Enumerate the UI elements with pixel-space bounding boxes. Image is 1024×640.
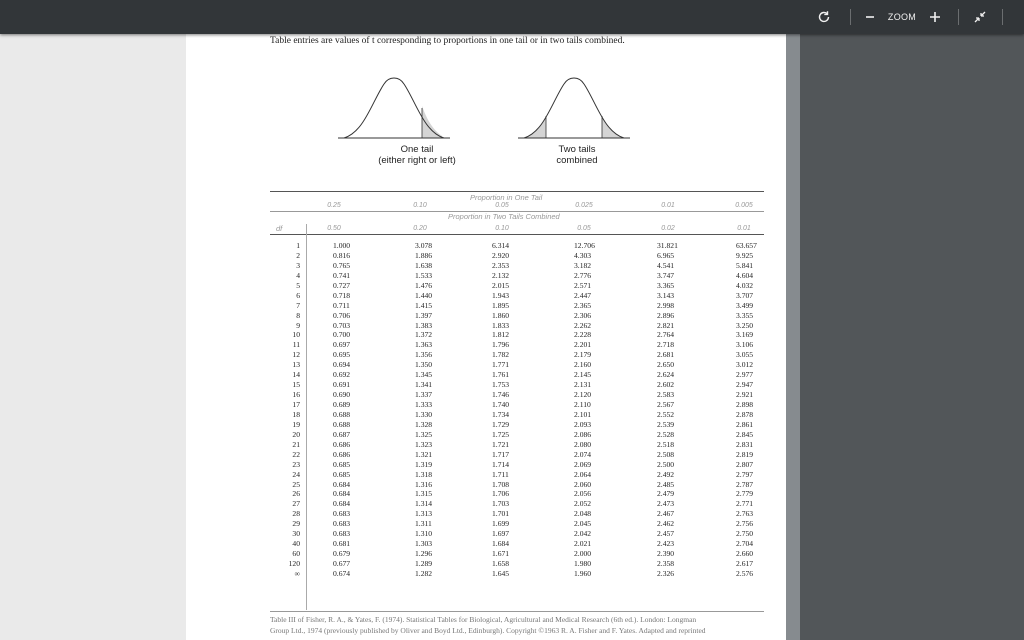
rotate-icon[interactable] <box>812 0 836 34</box>
df-cell: 60 <box>292 549 300 559</box>
df-cell: 17 <box>292 400 300 409</box>
value-column <box>333 241 350 579</box>
footnote-line-2: Group Ltd., 1974 (previously published by Oliver and Boyd Ltd., Edinburgh). Copyright ©1963 R. A. Fisher and F. Yates. Adapted and reprinted <box>270 626 706 635</box>
table-cell: 2.896 <box>657 310 675 320</box>
table-cell: 1.310 <box>415 529 433 539</box>
table-cell: 2.845 <box>736 429 754 439</box>
table-cell: 0.711 <box>333 300 350 310</box>
table-cell: 1.476 <box>415 280 433 290</box>
df-cell: 26 <box>292 489 300 499</box>
table-cell: 5.841 <box>736 260 754 270</box>
table-cell: 1.833 <box>492 320 510 330</box>
table-cell: 0.683 <box>333 519 351 529</box>
table-cell: 2.650 <box>657 360 675 370</box>
zoom-out-icon[interactable] <box>862 0 878 34</box>
df-cell: 2 <box>296 250 300 260</box>
table-cell: 2.045 <box>574 519 592 529</box>
one-tail-label-line-1: One tail <box>400 144 434 155</box>
table-cell: 2.110 <box>574 400 591 409</box>
table-cell: 2.819 <box>736 449 754 459</box>
table-cell: 2.447 <box>574 290 592 300</box>
one-tail-header: 0.10 <box>413 202 427 209</box>
table-cell: 1.729 <box>492 419 510 429</box>
table-cell: 2.048 <box>574 509 592 519</box>
one-tail-header: 0.05 <box>495 202 509 209</box>
table-cell: 1.440 <box>415 290 433 300</box>
table-cell: 2.179 <box>574 350 592 360</box>
table-cell: 0.694 <box>333 360 351 370</box>
table-cell: 1.356 <box>415 350 433 360</box>
df-cell: 40 <box>292 539 300 549</box>
table-cell: 2.681 <box>657 350 675 360</box>
table-cell: 1.415 <box>415 300 433 310</box>
table-cell: 0.706 <box>333 310 351 320</box>
table-cell: 1.314 <box>415 499 433 509</box>
df-cell: 5 <box>296 280 300 290</box>
toolbar-separator <box>850 9 851 25</box>
table-cell: 2.921 <box>736 390 754 400</box>
value-column <box>657 241 678 579</box>
table-cell: 0.741 <box>333 270 351 280</box>
table-cell: 0.703 <box>333 320 351 330</box>
table-cell: 1.316 <box>415 479 433 489</box>
table-cell: 1.796 <box>492 340 510 350</box>
table-cell: 1.323 <box>415 439 433 449</box>
document-page <box>186 34 798 640</box>
table-caption: Table entries are values of t corresponding to proportions in one tail or in two tails combined. <box>270 36 625 46</box>
table-cell: 2.552 <box>657 409 675 419</box>
table-cell: 3.707 <box>736 290 754 300</box>
two-tails-label-line-2: combined <box>556 155 598 166</box>
df-cell: 27 <box>292 499 300 509</box>
table-cell: 1.703 <box>492 499 510 509</box>
table-cell: 2.473 <box>657 499 675 509</box>
table-cell: 1.333 <box>415 400 433 409</box>
table-cell: 1.697 <box>492 529 510 539</box>
table-cell: 1.397 <box>415 310 433 320</box>
table-cell: 1.000 <box>333 241 351 250</box>
df-cell: 4 <box>296 270 300 280</box>
table-cell: 2.776 <box>574 270 592 280</box>
table-cell: 0.683 <box>333 529 351 539</box>
table-cell: 2.571 <box>574 280 592 290</box>
table-cell: 2.390 <box>657 549 675 559</box>
table-cell: 1.812 <box>492 330 510 340</box>
one-tail-label <box>362 144 472 166</box>
table-cell: 1.701 <box>492 509 510 519</box>
two-tails-label <box>522 144 632 166</box>
table-cell: 2.660 <box>736 549 754 559</box>
table-cell: 2.500 <box>657 459 675 469</box>
table-cell: 0.686 <box>333 439 351 449</box>
table-cell: 0.685 <box>333 459 351 469</box>
df-cell: 11 <box>292 340 300 350</box>
df-column-divider <box>306 224 307 610</box>
df-cell: 10 <box>292 330 300 340</box>
table-cell: 1.753 <box>492 380 510 390</box>
one-tail-header: 0.025 <box>575 202 593 209</box>
table-cell: 2.064 <box>574 469 592 479</box>
table-cell: 1.980 <box>574 559 592 568</box>
two-tail-header: 0.10 <box>495 225 509 232</box>
table-cell: 2.756 <box>736 519 754 529</box>
table-cell: 2.771 <box>736 499 754 509</box>
table-cell: 2.508 <box>657 449 675 459</box>
table-cell: 1.782 <box>492 350 510 360</box>
table-cell: 2.069 <box>574 459 592 469</box>
footnote-line-1: Table III of Fisher, R. A., & Yates, F. (1974). Statistical Tables for Biological, Agricultural and Medical Research (6th ed.). London: Longman <box>270 615 697 624</box>
table-cell: 0.690 <box>333 390 351 400</box>
table-cell: 0.688 <box>333 409 351 419</box>
table-cell: 2.920 <box>492 250 510 260</box>
table-cell: 2.567 <box>657 400 675 409</box>
table-cell: 1.746 <box>492 390 510 400</box>
table-cell: 3.747 <box>657 270 675 280</box>
table-cell: 2.898 <box>736 400 754 409</box>
table-cell: 2.262 <box>574 320 592 330</box>
table-cell: 1.721 <box>492 439 510 449</box>
table-cell: 1.658 <box>492 559 510 568</box>
df-column <box>270 241 300 579</box>
toolbar-separator <box>1002 9 1003 25</box>
table-cell: 1.943 <box>492 290 510 300</box>
table-cell: 1.711 <box>492 469 509 479</box>
table-cell: 4.541 <box>657 260 675 270</box>
pdf-toolbar <box>0 0 1024 34</box>
one-tail-title: Proportion in One Tail <box>470 193 543 202</box>
table-cell: 3.365 <box>657 280 675 290</box>
table-cell: 1.321 <box>415 449 433 459</box>
table-cell: 1.372 <box>415 330 433 340</box>
df-cell: 29 <box>292 519 300 529</box>
viewer-background <box>800 34 1024 640</box>
table-cell: 2.492 <box>657 469 675 479</box>
table-cell: 2.764 <box>657 330 675 340</box>
table-cell: 3.182 <box>574 260 592 270</box>
table-cell: 1.303 <box>415 539 433 549</box>
table-cell: 1.330 <box>415 409 433 419</box>
table-cell: 2.831 <box>736 439 754 449</box>
table-cell: 0.677 <box>333 559 351 568</box>
table-cell: 0.816 <box>333 250 351 260</box>
table-cell: 0.674 <box>333 568 351 578</box>
table-cell: 1.311 <box>415 519 432 529</box>
table-cell: 2.086 <box>574 429 592 439</box>
table-bottom-rule <box>270 611 764 612</box>
table-cell: 2.042 <box>574 529 592 539</box>
table-cell: 2.947 <box>736 380 754 390</box>
table-cell: 4.303 <box>574 250 592 260</box>
one-tail-header: 0.005 <box>735 202 753 209</box>
df-cell: 24 <box>292 469 300 479</box>
table-cell: 9.925 <box>736 250 754 260</box>
two-tails-label-line-1: Two tails <box>558 144 596 155</box>
table-cell: 1.886 <box>415 250 433 260</box>
two-tail-header: 0.50 <box>327 225 341 232</box>
df-cell: 7 <box>296 300 300 310</box>
table-cell: 2.583 <box>657 390 675 400</box>
table-cell: 2.132 <box>492 270 510 280</box>
zoom-in-icon[interactable] <box>926 0 944 34</box>
table-cell: 2.602 <box>657 380 675 390</box>
table-cell: 1.282 <box>415 568 433 578</box>
table-cell: 2.358 <box>657 559 675 568</box>
table-cell: 1.328 <box>415 419 433 429</box>
table-cell: 2.228 <box>574 330 592 340</box>
value-column <box>415 241 432 579</box>
table-cell: 2.457 <box>657 529 675 539</box>
table-cell: 1.350 <box>415 360 433 370</box>
table-cell: 1.771 <box>492 360 510 370</box>
df-cell: 18 <box>292 409 300 419</box>
table-cell: 0.718 <box>333 290 351 300</box>
table-cell: 3.143 <box>657 290 675 300</box>
table-cell: 0.684 <box>333 499 351 509</box>
table-cell: 2.160 <box>574 360 592 370</box>
table-cell: 0.765 <box>333 260 351 270</box>
table-cell: 4.604 <box>736 270 754 280</box>
table-cell: 0.695 <box>333 350 351 360</box>
table-cell: 2.000 <box>574 549 592 559</box>
table-cell: 2.485 <box>657 479 675 489</box>
table-cell: 31.821 <box>657 241 678 250</box>
df-cell: 30 <box>292 529 300 539</box>
table-cell: 2.763 <box>736 509 754 519</box>
table-top-rule <box>270 191 764 192</box>
table-cell: 2.998 <box>657 300 675 310</box>
table-cell: 2.052 <box>574 499 592 509</box>
table-cell: 2.101 <box>574 409 592 419</box>
one-tail-header: 0.25 <box>327 202 341 209</box>
table-cell: 3.355 <box>736 310 754 320</box>
table-cell: 2.576 <box>736 568 754 578</box>
table-cell: 1.315 <box>415 489 433 499</box>
table-cell: 2.201 <box>574 340 592 350</box>
table-cell: 1.337 <box>415 390 433 400</box>
table-cell: 2.080 <box>574 439 592 449</box>
table-cell: 2.131 <box>574 380 592 390</box>
table-cell: 2.015 <box>492 280 510 290</box>
table-cell: 0.692 <box>333 370 351 380</box>
df-cell: 19 <box>292 419 300 429</box>
table-cell: 2.326 <box>657 568 675 578</box>
table-cell: 1.708 <box>492 479 510 489</box>
table-cell: 6.965 <box>657 250 675 260</box>
table-cell: 0.691 <box>333 380 351 390</box>
table-cell: 1.318 <box>415 469 433 479</box>
table-cell: 1.740 <box>492 400 510 409</box>
df-cell: 20 <box>292 429 300 439</box>
table-cell: 2.624 <box>657 370 675 380</box>
table-cell: 12.706 <box>574 241 595 250</box>
table-footnote <box>270 614 770 636</box>
table-cell: 1.319 <box>415 459 433 469</box>
table-cell: 63.657 <box>736 241 757 250</box>
table-cell: 2.977 <box>736 370 754 380</box>
df-cell: 15 <box>292 380 300 390</box>
table-cell: 0.685 <box>333 469 351 479</box>
table-cell: 3.055 <box>736 350 754 360</box>
df-cell: 9 <box>296 320 300 330</box>
table-cell: 2.750 <box>736 529 754 539</box>
table-cell: 2.861 <box>736 419 754 429</box>
df-cell: 16 <box>292 390 300 400</box>
table-cell: 1.706 <box>492 489 510 499</box>
t-distribution-table <box>270 191 764 612</box>
table-cell: 2.021 <box>574 539 592 549</box>
table-cell: 3.106 <box>736 340 754 350</box>
fit-page-icon[interactable] <box>968 0 992 34</box>
table-cell: 1.289 <box>415 559 433 568</box>
table-cell: 2.779 <box>736 489 754 499</box>
table-cell: 2.807 <box>736 459 754 469</box>
table-cell: 0.687 <box>333 429 351 439</box>
table-cell: 2.056 <box>574 489 592 499</box>
table-cell: 1.761 <box>492 370 510 380</box>
df-cell: 28 <box>292 509 300 519</box>
df-cell: 120 <box>288 559 300 568</box>
one-tail-header: 0.01 <box>661 202 675 209</box>
table-cell: 2.518 <box>657 439 675 449</box>
table-cell: 1.341 <box>415 380 433 390</box>
df-header: df <box>276 224 283 233</box>
table-cell: 1.699 <box>492 519 510 529</box>
table-cell: 2.462 <box>657 519 675 529</box>
table-cell: 2.617 <box>736 559 754 568</box>
table-cell: 0.684 <box>333 489 351 499</box>
table-cell: 0.681 <box>333 539 351 549</box>
table-cell: 1.734 <box>492 409 510 419</box>
two-tail-header: 0.20 <box>413 225 427 232</box>
two-tail-title: Proportion in Two Tails Combined <box>448 212 560 221</box>
df-cell: 12 <box>292 350 300 360</box>
df-cell: 14 <box>292 370 300 380</box>
table-cell: 3.169 <box>736 330 754 340</box>
table-cell: 1.296 <box>415 549 433 559</box>
df-cell: 23 <box>292 459 300 469</box>
df-cell: 8 <box>296 310 300 320</box>
table-cell: 2.479 <box>657 489 675 499</box>
one-tail-curve <box>334 72 454 140</box>
df-cell: 13 <box>292 360 300 370</box>
table-cell: 2.821 <box>657 320 675 330</box>
table-cell: 0.679 <box>333 549 351 559</box>
df-cell: 1 <box>296 241 300 250</box>
table-cell: 1.895 <box>492 300 510 310</box>
header-bottom-rule <box>270 234 764 235</box>
value-column <box>736 241 757 579</box>
table-cell: 2.060 <box>574 479 592 489</box>
table-cell: 2.787 <box>736 479 754 489</box>
table-cell: 1.383 <box>415 320 433 330</box>
table-cell: 1.714 <box>492 459 510 469</box>
value-column <box>574 241 595 579</box>
table-cell: 1.638 <box>415 260 433 270</box>
table-cell: 2.074 <box>574 449 592 459</box>
df-cell: 22 <box>292 449 300 459</box>
table-cell: 3.012 <box>736 360 754 370</box>
table-cell: 1.960 <box>574 568 592 578</box>
table-cell: 2.306 <box>574 310 592 320</box>
table-cell: 6.314 <box>492 241 510 250</box>
one-tail-label-line-2: (either right or left) <box>378 155 456 166</box>
table-cell: 0.700 <box>333 330 351 340</box>
table-cell: 2.365 <box>574 300 592 310</box>
table-cell: 1.363 <box>415 340 433 350</box>
table-cell: 2.093 <box>574 419 592 429</box>
table-cell: 1.345 <box>415 370 433 380</box>
table-cell: 1.671 <box>492 549 510 559</box>
vertical-scrollbar[interactable] <box>786 34 800 640</box>
two-tail-header: 0.02 <box>661 225 675 232</box>
table-cell: 0.683 <box>333 509 351 519</box>
two-tails-curve <box>514 72 634 140</box>
df-cell: 25 <box>292 479 300 489</box>
table-cell: 3.078 <box>415 241 433 250</box>
table-cell: 2.704 <box>736 539 754 549</box>
toolbar-separator <box>958 9 959 25</box>
table-cell: 2.467 <box>657 509 675 519</box>
table-cell: 2.539 <box>657 419 675 429</box>
table-cell: 1.684 <box>492 539 510 549</box>
two-tail-header: 0.05 <box>577 225 591 232</box>
df-cell: 21 <box>292 439 300 449</box>
table-cell: 2.145 <box>574 370 592 380</box>
zoom-label: ZOOM <box>887 12 917 22</box>
table-cell: 0.727 <box>333 280 351 290</box>
df-cell: 3 <box>296 260 300 270</box>
table-cell: 1.717 <box>492 449 510 459</box>
table-cell: 2.423 <box>657 539 675 549</box>
df-cell: 6 <box>296 290 300 300</box>
two-tail-header: 0.01 <box>737 225 751 232</box>
table-cell: 2.878 <box>736 409 754 419</box>
table-cell: 1.313 <box>415 509 433 519</box>
table-cell: 1.725 <box>492 429 510 439</box>
df-cell: ∞ <box>294 568 300 578</box>
table-cell: 1.533 <box>415 270 433 280</box>
table-cell: 2.120 <box>574 390 592 400</box>
document-viewer <box>0 34 1024 640</box>
table-cell: 0.689 <box>333 400 351 409</box>
table-cell: 0.684 <box>333 479 351 489</box>
table-cell: 0.686 <box>333 449 351 459</box>
table-cell: 1.325 <box>415 429 433 439</box>
table-cell: 3.250 <box>736 320 754 330</box>
value-column <box>492 241 509 579</box>
table-cell: 3.499 <box>736 300 754 310</box>
table-cell: 1.645 <box>492 568 510 578</box>
table-cell: 2.353 <box>492 260 510 270</box>
table-cell: 0.688 <box>333 419 351 429</box>
table-cell: 2.528 <box>657 429 675 439</box>
table-cell: 1.860 <box>492 310 510 320</box>
table-cell: 2.718 <box>657 340 675 350</box>
table-cell: 4.032 <box>736 280 754 290</box>
table-cell: 2.797 <box>736 469 754 479</box>
table-cell: 0.697 <box>333 340 351 350</box>
